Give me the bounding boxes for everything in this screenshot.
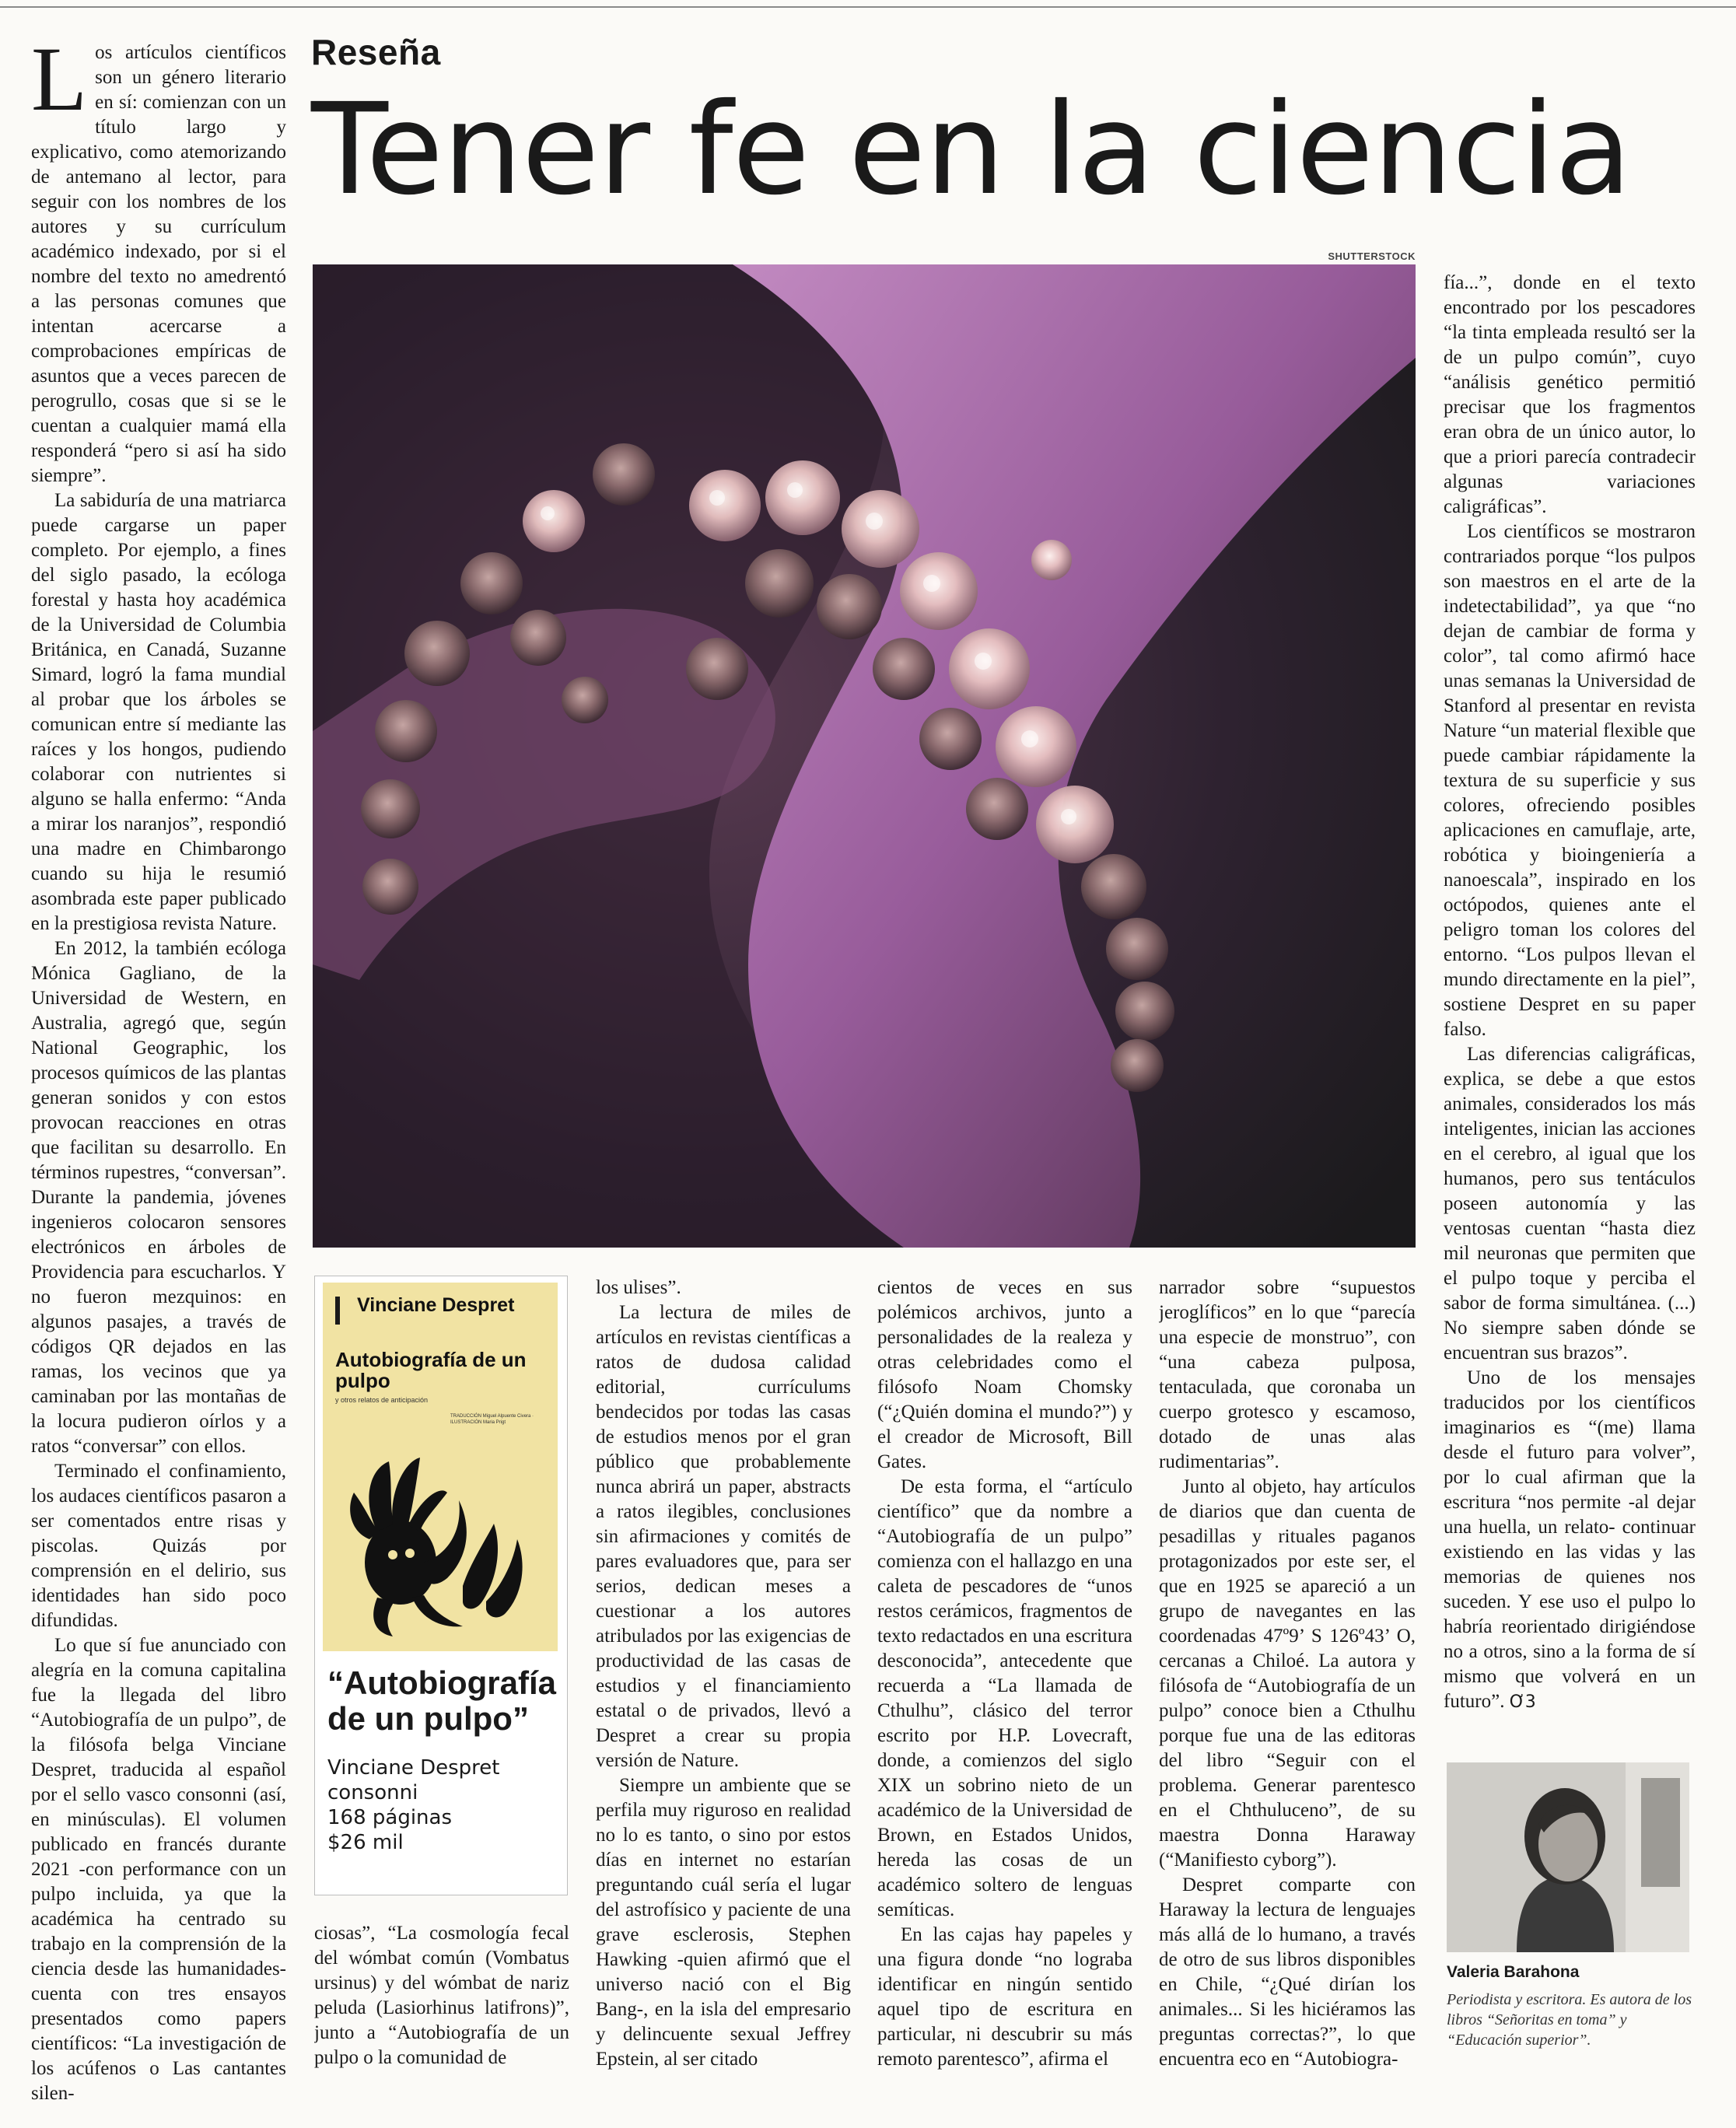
book-publisher: consonni xyxy=(327,1781,418,1804)
author-photo xyxy=(1447,1762,1689,1952)
paragraph: Siempre un ambiente que se perfila muy riguroso en realidad no lo es tanto, o sino por estos días en internet no estarían preguntando cuál sería el lugar del astrofísico y paciente de una grave esclerosis, Stephen Hawking -quien afirmó que el universo nació con el Big Bang-, en la isla del empresario y delincuente sexual Jeffrey Epstein, al ser citado xyxy=(596,1775,851,2070)
cover-author: Vinciane Despret xyxy=(357,1294,515,1316)
section-label: Reseña xyxy=(311,32,441,72)
cover-credits: TRADUCCIÓN Miguel Alpuente Civera · ILUSTRACIÓN Maria Prigt xyxy=(450,1414,534,1425)
article-column-1 xyxy=(31,40,286,2109)
author-bio: Periodista y escritora. Es autora de los libros “Señoritas en toma” y “Educación superior”. xyxy=(1447,1991,1692,2049)
paragraph: En las cajas hay papeles y una figura donde “no lograba identificar en ningún sentido aquel tipo de escritura en particular, ni descubrir su más remoto parentesco”, afirma el xyxy=(877,1924,1132,2070)
book-title: “Autobiografía de un pulpo” xyxy=(327,1664,556,1737)
octopus-illustration xyxy=(346,1446,533,1640)
paragraph: Lo que sí fue anunciado con alegría en la comuna capitalina fue la llegada del libro “Autobiografía de un pulpo”, de la filósofa belga Vinciane Despret, traducida al español por el sello vasco consonni (así, en minúsculas). El volumen publicado en francés durante 2021 -con performance con un pulpo incluida, ya que la académica ha centrado su trabajo en la comprensión de la ciencia desde las humanidades- cuenta con tres ensayos presentados como papers científicos: “La investigación de los acúfenos o Las cantantes silen- xyxy=(31,1635,286,2104)
headline: Tener fe en la ciencia xyxy=(311,77,1632,223)
article-column-5 xyxy=(1159,1276,1416,2109)
drop-cap: L xyxy=(31,40,88,130)
author-name: Valeria Barahona xyxy=(1447,1963,1580,1981)
article-column-3 xyxy=(596,1276,851,2109)
cover-title: Autobiografía de un pulpo xyxy=(335,1348,527,1392)
book-info-box xyxy=(314,1276,568,1895)
paragraph: fía...”, donde en el texto encontrado por los pescadores “la tinta empleada resultó ser la de un pulpo común”, cuyo “análisis genético permitió precisar que los fragmentos eran obra de un único autor, lo que a priori parecía contradecir algunas variaciones caligráficas”. xyxy=(1444,272,1696,517)
photo-credit: SHUTTERSTOCK xyxy=(1328,250,1416,262)
paragraph: Junto al objeto, hay artículos de diarios que dan cuenta de pesadillas y rituales paganos protagonizados por este ser, el que en 1925 se apareció a un grupo de navegantes en las coordenadas 47º9’ S 126º43’ O, cercanas a Chiloé. La autora y filósofa de “Autobiografía de un pulpo” conoce bien a Cthulhu porque fue una de las editoras del libro “Seguir con el problema. Generar parentesco en el Chthuluceno”, de su maestra Donna Haraway (“Manifiesto cyborg”). xyxy=(1159,1476,1416,1871)
paragraph: De esta forma, el “artículo científico” que da nombre a “Autobiografía de un pulpo” comienza con el hallazgo en una caleta de pescadores de “unos restos cerámicos, fragmentos de texto redactados en una escritura desconocida”, antecedente que recuerda a “La llamada de Cthulhu”, clásico del terror escrito por H.P. Lovecraft, donde, a comienzos del siglo XIX un sobrino nieto de un académico de la Universidad de Brown, en Estados Unidos, hereda las cosas de un académico soltero de lenguas semíticas. xyxy=(877,1476,1132,1920)
book-pages: 168 páginas xyxy=(327,1806,453,1829)
article-column-2 xyxy=(314,1921,569,2108)
book-price: $26 mil xyxy=(327,1831,404,1854)
paragraph: Despret comparte con Haraway la lectura de lenguajes más allá de lo humano, a través de otro de sus libros disponibles en Chile, “¿Qué dirían los animales... Si les hiciéramos las preguntas correctas?”, lo que encuentra eco en “Autobiogra- xyxy=(1159,1874,1416,2070)
paragraph: La lectura de miles de artículos en revistas científicas a ratos de dudosa calidad editorial, currículums bendecidos por todas las casas de estudios menos por el gran público que probablemente nunca abrirá un paper, abstracts a ratos ilegibles, conclusiones sin afirmaciones y comités de pares evaluadores que, para ser serios, dedican meses a cuestionar a los autores atribulados por las exigencias de productividad de las casas de estudios y el financiamiento estatal o de privados, llevó a Despret a crear su propia versión de Nature. xyxy=(596,1302,851,1771)
paragraph: los ulises”. xyxy=(596,1277,681,1298)
paragraph: Las diferencias caligráficas, explica, se debe a que estos animales, considerados los más inteligentes, inician las acciones en el cerebro, al igual que los humanos, pero sus tentáculos poseen autonomía y las ventosas cuentan “hasta diez mil neuronas que permiten que el pulpo toque y perciba el sabor de forma simultánea. (...) No siempre saben dónde se encuentran sus brazos”. xyxy=(1444,1044,1696,1363)
paragraph: Terminado el confinamiento, los audaces científicos pasaron a ser comentados entre risas y piscolas. Quizás por comprensión en el delirio, sus identidades han sido poco difundidas. xyxy=(31,1461,286,1631)
paragraph: En 2012, la también ecóloga Mónica Gagliano, de la Universidad de Western, en Australia, agregó que, según National Geographic, los procesos químicos de las plantas generan sonidos y con estos provocan reacciones en otras que facilitan su desarrollo. En términos rupestres, “conversan”. Durante la pandemia, jóvenes ingenieros colocaron sensores electrónicos en árboles de Providencia para escucharlos. Y no fueron mezquinos: en algunos pasajes, a través de códigos QR dejados en las ramas, los vecinos que ya caminaban por las montañas de la locura pudieron oírlos y a ratos “conversar” con ellos. xyxy=(31,938,286,1457)
article-column-6 xyxy=(1444,271,1696,1748)
book-details xyxy=(327,1755,561,1855)
paragraph: cientos de veces en sus polémicos archivos, junto a personalidades de la realeza y otras celebridades como el filósofo Noam Chomsky (“¿Quién domina el mundo?”) y el creador de Microsoft, Bill Gates. xyxy=(877,1277,1132,1472)
paragraph: La sabiduría de una matriarca puede cargarse un paper completo. Por ejemplo, a fines del siglo pasado, la ecóloga forestal y hasta hoy académica de la Universidad de Columbia Británica, en Canadá, Suzanne Simard, logró la fama mundial al probar que los árboles se comunican entre sí mediante las raíces y los hongos, pudiendo colaborar con nutrientes si alguno se halla enfermo: “Anda a mirar los naranjos”, respondió una madre en Chimbarongo cuando su hija le resumió asombrada este paper publicado en la prestigiosa revista Nature. xyxy=(31,490,286,934)
book-cover xyxy=(323,1283,558,1651)
octopus-photo xyxy=(313,264,1416,1248)
article-column-4 xyxy=(877,1276,1132,2109)
paragraph: Los científicos se mostraron contrariados porque “los pulpos son maestros en el arte de la indetectabilidad”, ya que “no dejan de cambiar de forma y color”, tal como afirmó hace unas semanas la Universidad de Stanford al presentar en revista Nature “un material flexible que puede cambiar rápidamente la textura de su superficie y sus colores, ofreciendo posibles aplicaciones en camuflaje, arte, robótica y bioingeniería a nanoescala”, inspirado en los octópodos, quienes ante el peligro toman los colores del entorno. “Los pulpos llevan el mundo directamente en la piel”, sostiene Despret en su paper falso. xyxy=(1444,521,1696,1040)
publisher-mark xyxy=(335,1297,340,1325)
book-author: Vinciane Despret xyxy=(327,1756,500,1780)
lead-paragraph: Los artículos científicos son un género literario en sí: comienzan con un título largo y explicativo, como atemorizando de antemano al lector, para seguir con los nombres de los autores y su currículum académico indexado, por si el nombre del texto no amedrentó a las personas comunes que intentan acercarse a comprobaciones empíricas de asuntos que a veces parecen de perogrullo, cosas que si se le cuentan a cualquier mamá ella responderá “pero si así ha sido siempre”. xyxy=(31,40,286,486)
cover-subtitle: y otros relatos de anticipación xyxy=(335,1396,429,1404)
end-mark-icon: Ơ3 xyxy=(1509,1692,1536,1712)
paragraph: Uno de los mensajes traducidos por los científicos imaginarios es “(me) llama desde el futuro para volver”, por lo cual afirman que la escritura “nos permite -al dejar una huella, un relato- continuar existiendo en las vidas y las memorias de quienes nos suceden. Y ese uso el pulpo lo habría reorientado dirigiéndose no a otros, sino a la forma de sí mismo que volverá en un futuro”. Ơ3 xyxy=(1444,1367,1696,1712)
paragraph: narrador sobre “supuestos jeroglíficos” en lo que “parecía una especie de monstruo”, con “una cabeza pulposa, tentaculada, que coronaba un cuerpo grotesco y escamoso, dotado de unas alas rudimentarias”. xyxy=(1159,1277,1416,1472)
top-rule xyxy=(0,6,1736,8)
paragraph: ciosas”, “La cosmología fecal del wómbat común (Vombatus ursinus) y del wómbat de nariz peluda (Lasiorhinus latifrons)”, junto a “Autobiografía de un pulpo o la comunidad de xyxy=(314,1923,569,2068)
